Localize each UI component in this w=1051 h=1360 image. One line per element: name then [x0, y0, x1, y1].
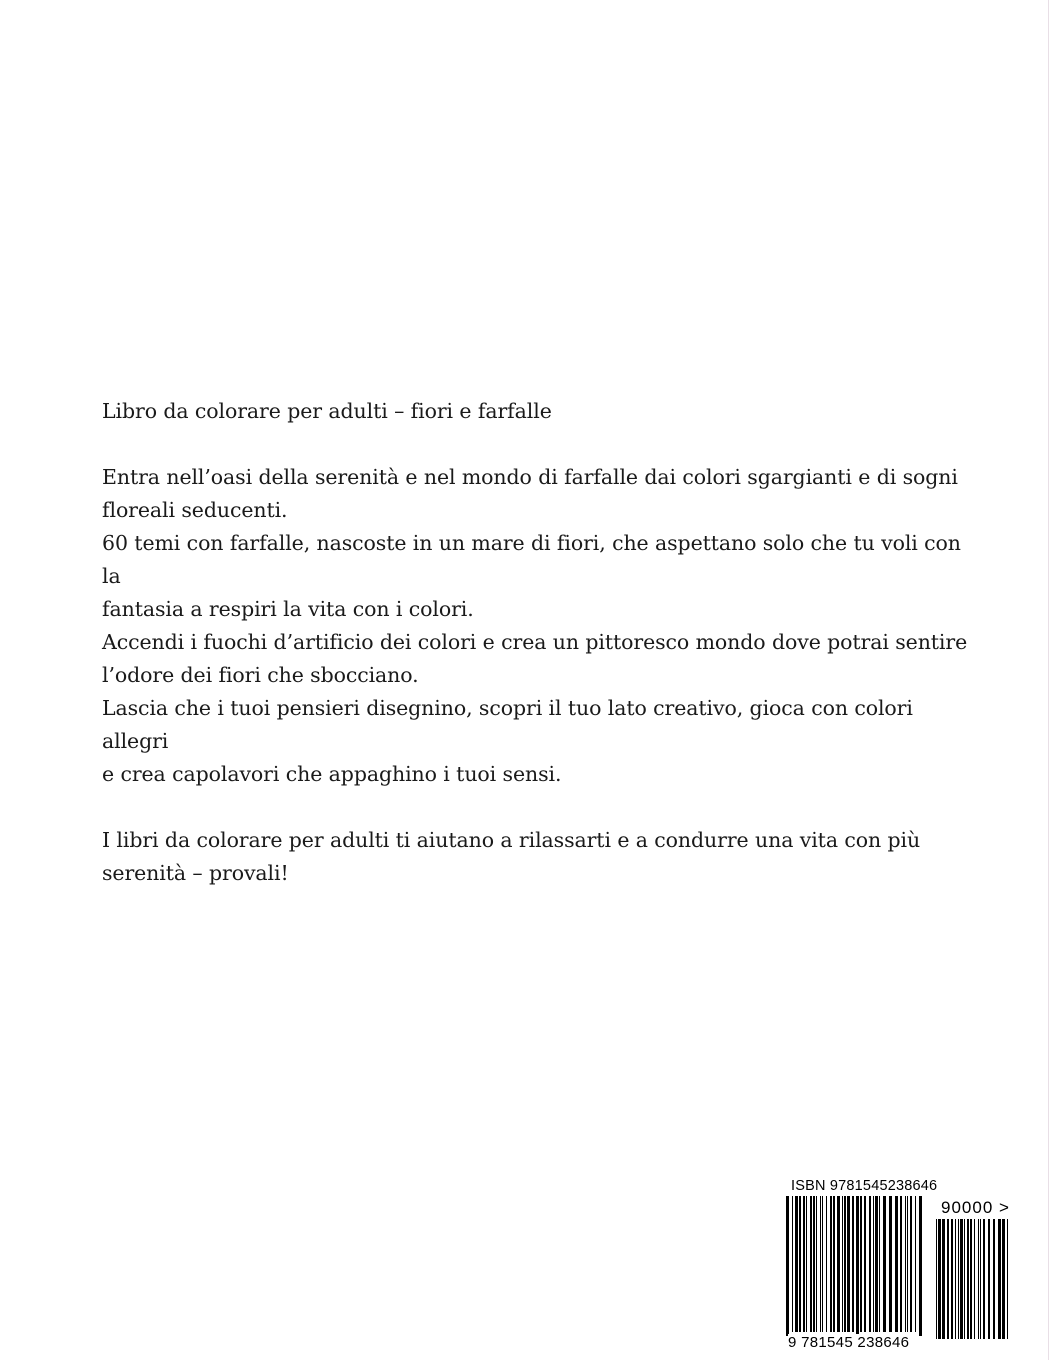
isbn-barcode	[786, 1178, 1021, 1354]
barcode-bar	[820, 1196, 821, 1332]
barcode-bar	[1007, 1219, 1008, 1339]
barcode-bar	[813, 1196, 815, 1332]
barcode-bar	[842, 1196, 843, 1332]
isbn-digits: 9 781545 238646	[788, 1334, 910, 1351]
barcode-bar	[889, 1196, 892, 1332]
barcode-bar	[799, 1196, 801, 1332]
description-line-1: Entra nell’oasi della serenità e nel mondo di farfalle dai colori sgargianti e di sogni	[102, 465, 958, 489]
barcode-bar	[967, 1219, 969, 1339]
barcode-bar	[879, 1196, 880, 1332]
barcode-bar	[869, 1196, 871, 1332]
barcode-bar	[883, 1196, 886, 1332]
back-cover-description	[102, 395, 972, 890]
barcode-bar	[983, 1219, 985, 1339]
barcode-bar	[907, 1196, 908, 1332]
barcode-bar	[964, 1219, 965, 1339]
barcode-bar	[816, 1196, 817, 1332]
barcode-bar	[844, 1196, 846, 1332]
barcode-bar	[919, 1196, 922, 1336]
paragraph-spacer	[102, 791, 972, 824]
barcode-bar	[980, 1219, 981, 1339]
barcode-bar	[895, 1196, 898, 1332]
barcode-bar	[826, 1196, 827, 1332]
description-line-2: floreali seducenti.	[102, 498, 288, 522]
barcode-bar	[795, 1196, 798, 1332]
ean13-bars	[786, 1196, 926, 1336]
description-line-5: Accendi i fuochi d’artificio dei colori e crea un pittoresco mondo dove potrai sentire	[102, 630, 968, 654]
barcode-bar	[993, 1219, 995, 1339]
barcode-bar	[942, 1219, 945, 1339]
closing-line-1: I libri da colorare per adulti ti aiutano a rilassarti e a condurre una vita con più	[102, 828, 921, 852]
closing-line-2: serenità – provali!	[102, 861, 289, 885]
barcode-bar	[856, 1196, 859, 1336]
addon-bars	[936, 1219, 1014, 1339]
barcode-bar	[875, 1196, 878, 1332]
description-line-4: fantasia a respiri la vita con i colori.	[102, 597, 474, 621]
barcode-bar	[837, 1196, 840, 1332]
isbn-label: ISBN 9781545238646	[791, 1178, 938, 1194]
barcode-bar	[822, 1196, 823, 1332]
barcode-bar	[958, 1219, 959, 1339]
barcode-bar	[905, 1196, 906, 1332]
barcode-bar	[970, 1219, 972, 1339]
barcode-bar	[847, 1196, 850, 1332]
description-line-3: 60 temi con farfalle, nascoste in un mare di fiori, che aspettano solo che tu voli con la	[102, 531, 961, 588]
barcode-bar	[852, 1196, 854, 1332]
barcode-bar	[864, 1196, 866, 1332]
barcode-bar	[974, 1219, 975, 1339]
book-title: Libro da colorare per adulti – fiori e farfalle	[102, 399, 552, 423]
description-line-6: l’odore dei fiori che sbocciano.	[102, 663, 419, 687]
barcode-bar	[830, 1196, 832, 1332]
barcode-bar	[806, 1196, 807, 1332]
barcode-bar	[873, 1196, 874, 1332]
barcode-bar	[978, 1219, 979, 1339]
barcode-bar	[955, 1219, 956, 1339]
barcode-bar	[810, 1196, 812, 1332]
page-edge-line	[1048, 0, 1049, 1360]
barcode-bar	[988, 1219, 990, 1339]
price-code: 90000 >	[941, 1198, 1010, 1217]
barcode-bar	[951, 1219, 953, 1339]
description-line-7: Lascia che i tuoi pensieri disegnino, scopri il tuo lato creativo, gioca con colori allegri	[102, 696, 913, 753]
barcode-bar	[792, 1196, 793, 1332]
barcode-bar	[786, 1196, 789, 1336]
barcode-bar	[998, 1219, 1001, 1339]
barcode-bar	[803, 1196, 805, 1332]
barcode-bar	[915, 1196, 916, 1332]
description-line-8: e crea capolavori che appaghino i tuoi sensi.	[102, 762, 562, 786]
barcode-bar	[910, 1196, 912, 1332]
barcode-bar	[860, 1196, 862, 1332]
barcode-bar	[1002, 1219, 1005, 1339]
paragraph-spacer	[102, 428, 972, 461]
barcode-bar	[947, 1219, 949, 1339]
barcode-bar	[900, 1196, 902, 1332]
barcode-bar	[833, 1196, 835, 1332]
barcode-bar	[960, 1219, 963, 1339]
barcode-bar	[936, 1219, 937, 1339]
barcode-bar	[938, 1219, 941, 1339]
